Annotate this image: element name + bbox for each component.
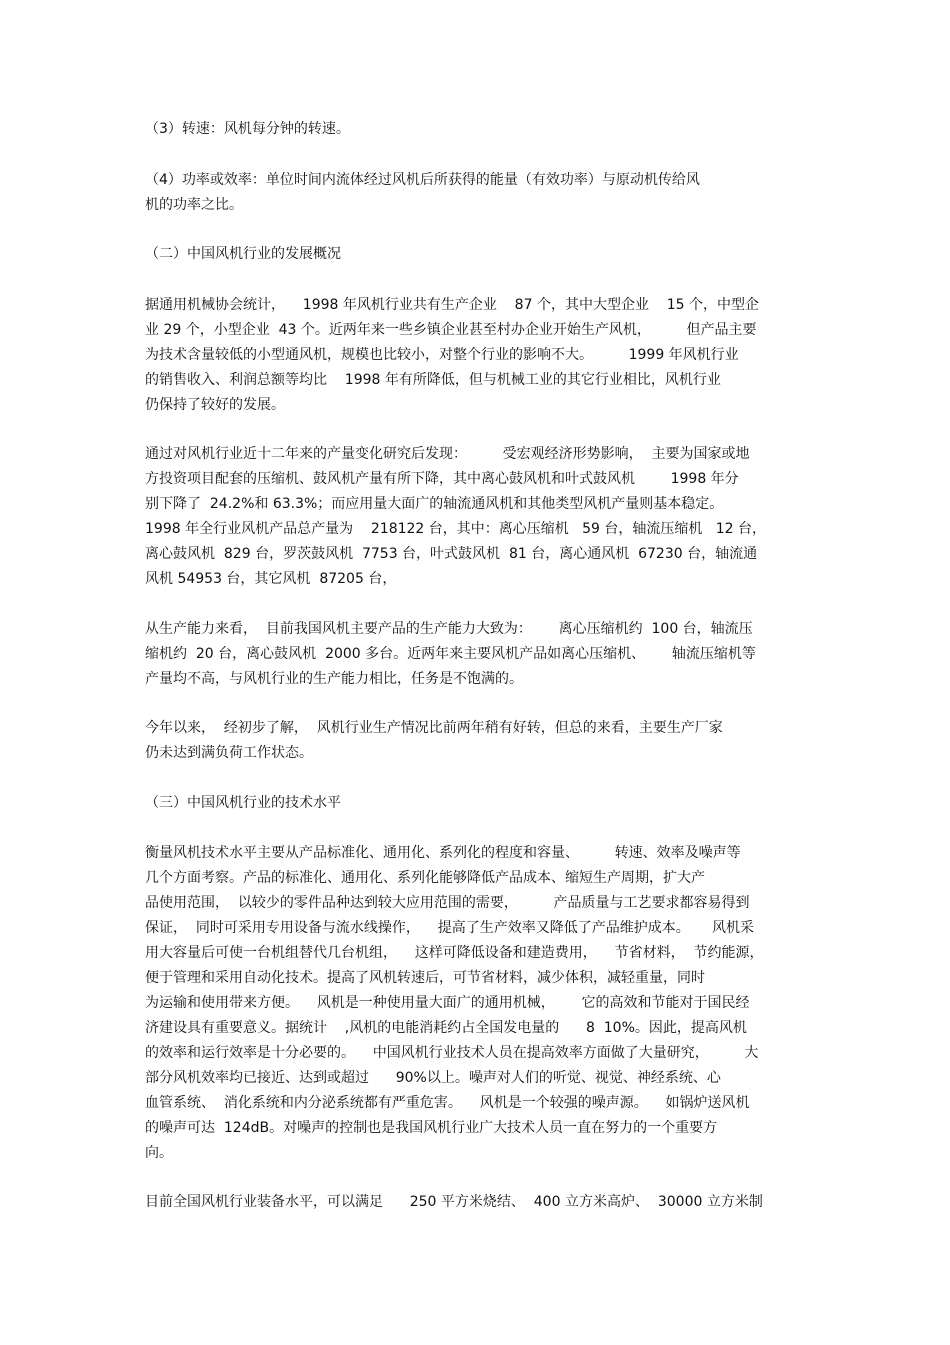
text-line: 目前全国风机行业装备水平，可以满足 250 平方米烧结、 400 立方米高炉、 30000 立方米制 — [145, 1194, 763, 1210]
text-line: 缩机约 20 台，离心鼓风机 2000 多台。近两年来主要风机产品如离心压缩机、 轴流压缩机等 — [145, 646, 756, 662]
text-line: 通过对风机行业近十二年来的产量变化研究后发现： 受宏观经济形势影响， 主要为国家或地 — [145, 446, 750, 462]
text-line: 1998 年全行业风机产品总产量为 218122 台，其中：离心压缩机 59 台，轴流压缩机 12 台， — [145, 521, 767, 537]
text-line: （3）转速：风机每分钟的转速。 — [145, 121, 350, 137]
text-line: 几个方面考察。产品的标准化、通用化、系列化能够降低产品成本、缩短生产周期，扩大产 — [145, 870, 705, 886]
text-line: 今年以来， 经初步了解， 风机行业生产情况比前两年稍有好转，但总的来看，主要生产厂家 — [145, 720, 723, 736]
text-line: 衡量风机技术水平主要从产品标准化、通用化、系列化的程度和容量、 转速、效率及噪声等 — [145, 845, 741, 861]
text-line: 业 29 个，小型企业 43 个。近两年来一些乡镇企业甚至村办企业开始生产风机， 但产品主要 — [145, 322, 757, 338]
text-line: 部分风机效率均已接近、达到或超过 90%以上。噪声对人们的听觉、视觉、神经系统、心 — [145, 1070, 721, 1086]
text-line: 的效率和运行效率是十分必要的。 中国风机行业技术人员在提高效率方面做了大量研究， 大 — [145, 1045, 759, 1061]
text-line: （4）功率或效率：单位时间内流体经过风机后所获得的能量（有效功率）与原动机传给风 — [145, 172, 700, 188]
text-line: 方投资项目配套的压缩机、鼓风机产量有所下降，其中离心鼓风机和叶式鼓风机 1998 年分 — [145, 471, 739, 487]
text-line: 仍未达到满负荷工作状态。 — [145, 745, 313, 761]
section-heading: （三）中国风机行业的技术水平 — [145, 795, 341, 811]
text-line: 为运输和使用带来方便。 风机是一种使用量大面广的通用机械， 它的高效和节能对于国民经 — [145, 995, 750, 1011]
text-line: 保证， 同时可采用专用设备与流水线操作， 提高了生产效率又降低了产品维护成本。 风机采 — [145, 920, 754, 936]
text-line: 产量均不高，与风机行业的生产能力相比，任务是不饱满的。 — [145, 671, 523, 687]
text-line: 离心鼓风机 829 台，罗茨鼓风机 7753 台，叶式鼓风机 81 台，离心通风机 67230 台，轴流通 — [145, 546, 758, 562]
section-heading: （二）中国风机行业的发展概况 — [145, 246, 341, 262]
text-line: 仍保持了较好的发展。 — [145, 397, 285, 413]
text-line: 的噪声可达 124dB。对噪声的控制也是我国风机行业广大技术人员一直在努力的一个重要方 — [145, 1120, 718, 1136]
text-line: 风机 54953 台，其它风机 87205 台， — [145, 571, 397, 587]
text-line: 济建设具有重要意义。据统计 ,风机的电能消耗约占全国发电量的 8 10%。因此，提高风机 — [145, 1020, 747, 1036]
text-line: 的销售收入、利润总额等均比 1998 年有所降低，但与机械工业的其它行业相比，风机行业 — [145, 372, 721, 388]
text-line: 便于管理和采用自动化技术。提高了风机转速后，可节省材料，减少体积，减轻重量，同时 — [145, 970, 705, 986]
text-line: 品使用范围， 以较少的零件品种达到较大应用范围的需要， 产品质量与工艺要求都容易得到 — [145, 895, 750, 911]
text-line: 用大容量后可使一台机组替代几台机组， 这样可降低设备和建造费用， 节省材料， 节约能源， — [145, 945, 764, 961]
text-line: 别下降了 24.2%和 63.3%；而应用量大面广的轴流通风机和其他类型风机产量则基本稳定。 — [145, 496, 724, 512]
text-line: 从生产能力来看， 目前我国风机主要产品的生产能力大致为： 离心压缩机约 100 台，轴流压 — [145, 621, 753, 637]
text-line: 向。 — [145, 1145, 173, 1161]
text-line: 据通用机械协会统计， 1998 年风机行业共有生产企业 87 个，其中大型企业 15 个，中型企 — [145, 297, 760, 313]
text-line: 为技术含量较低的小型通风机，规模也比较小，对整个行业的影响不大。 1999 年风机行业 — [145, 347, 739, 363]
text-line: 机的功率之比。 — [145, 197, 243, 213]
text-line: 血管系统、 消化系统和内分泌系统都有严重危害。 风机是一个较强的噪声源。 如锅炉送风机 — [145, 1095, 750, 1111]
